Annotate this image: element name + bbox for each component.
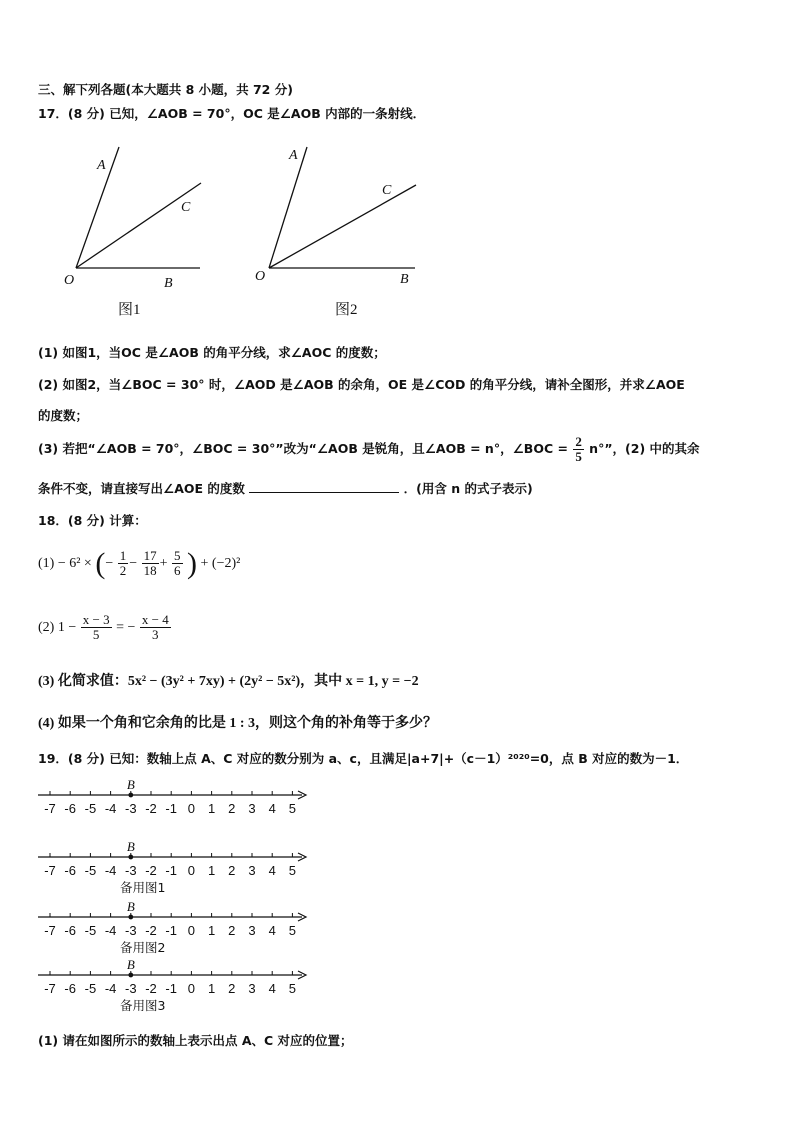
q17-part3-post: n°”，(2) 中的其余 (589, 441, 700, 456)
number-line-tick-label: -3 (125, 863, 137, 878)
q18-expr3: (3) 化简求值：5x² − (3y² + 7xy) + (2y² − 5x²)，其中 x = 1, y = −2 (38, 674, 419, 689)
number-line-tick-label: 3 (248, 981, 256, 996)
number-line-tick-label: 3 (248, 801, 256, 816)
q18-expr4: (4) 如果一个角和它余角的比是 1 : 3，则这个角的补角等于多少？ (38, 716, 437, 731)
q17-part3-pre: (3) 若把“∠AOB = 70°，∠BOC = 30°”改为“∠AOB 是锐角，且∠AOB = n°，∠BOC = (38, 441, 568, 456)
frac-den: 3 (152, 627, 159, 643)
frac-den: 5 (92, 627, 100, 643)
number-line-tick-label: 0 (187, 923, 196, 938)
number-line-tick-label: -3 (125, 801, 137, 816)
fig2-label-C: C (382, 183, 392, 198)
frac-num: 1 (119, 548, 127, 564)
number-line-tick-label: -5 (84, 923, 97, 938)
q17-part1: (1) 如图1，当OC 是∠AOB 的角平分线，求∠AOC 的度数； (38, 345, 386, 360)
number-line-tick-label: -4 (104, 801, 117, 816)
q17-part3-line2-pre: 条件不变，请直接写出∠AOE 的度数 (38, 481, 245, 496)
section-title: 三、解下列各题(本大题共 8 小题，共 72 分) (38, 82, 293, 97)
point-B-dot (128, 915, 133, 920)
q18-stem: 18．(8 分) 计算： (38, 513, 147, 528)
number-line-tick-label: -7 (44, 801, 56, 816)
number-line-tick-label: -6 (64, 863, 76, 878)
number-line-tick-label: 2 (228, 981, 236, 996)
point-B-dot (128, 855, 133, 860)
q19-part1: (1) 请在如图所示的数轴上表示出点 A、C 对应的位置； (38, 1033, 353, 1048)
frac-den: 6 (174, 563, 181, 579)
number-line-tick-label: 4 (268, 863, 276, 878)
point-B-dot (128, 793, 133, 798)
number-line-tick-label: 4 (268, 923, 276, 938)
number-line-tick-label: -1 (165, 801, 177, 816)
number-line-tick-label: 5 (288, 923, 297, 938)
q17-part3-line2-post: ．(用含 n 的式子表示) (403, 481, 533, 496)
point-B-label: B (126, 899, 135, 914)
number-line-tick-label: 0 (187, 863, 196, 878)
fig2-caption: 图2 (335, 302, 358, 318)
number-line-tick-label: 4 (268, 801, 276, 816)
q17-part2-line2: 的度数； (38, 408, 89, 423)
frac-num: 2 (575, 434, 582, 449)
number-line-tick-label: 2 (228, 801, 236, 816)
number-line-caption: 备用图3 (120, 998, 166, 1013)
number-line-tick-label: -6 (64, 981, 76, 996)
number-line-tick-label: 1 (207, 923, 216, 938)
point-B-label: B (126, 957, 135, 972)
frac-num: 17 (143, 548, 157, 564)
number-line-tick-label: 1 (207, 801, 216, 816)
frac-den: 18 (143, 563, 157, 579)
number-line-tick-label: -3 (125, 981, 137, 996)
expr1-post: + (−2)² (200, 556, 241, 571)
frac-den: 5 (575, 449, 582, 464)
number-line-tick-label: -2 (145, 801, 157, 816)
number-line-tick-label: 2 (228, 923, 236, 938)
expr1-pre: (1) − 6² × (38, 556, 92, 571)
number-line-tick-label: -2 (145, 981, 157, 996)
q19-stem: 19．(8 分) 已知：数轴上点 A、C 对应的数分别为 a、c，且满足|a+7|+（c－1）²⁰²⁰=0，点 B 对应的数为－1． (38, 751, 689, 766)
number-line-tick-label: 1 (207, 981, 216, 996)
fig2-label-O: O (255, 269, 266, 284)
frac-num: 5 (174, 548, 181, 564)
number-line-tick-label: -7 (44, 923, 56, 938)
fig2-label-B: B (400, 272, 409, 287)
number-line-caption: 备用图2 (120, 940, 166, 955)
q17-part2-line1: (2) 如图2，当∠BOC = 30° 时，∠AOD 是∠AOB 的余角，OE 是∠COD 的角平分线，请补全图形，并求∠AOE (38, 377, 685, 392)
point-B-label: B (126, 777, 135, 792)
number-line-tick-label: -1 (165, 981, 177, 996)
number-line-tick-label: 5 (288, 801, 297, 816)
number-line-tick-label: -2 (145, 923, 157, 938)
number-line-tick-label: -5 (84, 863, 97, 878)
number-line-tick-label: 0 (187, 981, 196, 996)
q17-stem-text: 17．(8 分) 已知，∠AOB = 70°，OC 是∠AOB 内部的一条射线． (38, 106, 426, 121)
number-line-tick-label: -1 (165, 863, 177, 878)
number-line-tick-label: 5 (288, 863, 297, 878)
number-line-tick-label: -7 (44, 863, 56, 878)
q18-expr1: (1) − 6² × (− $\frac{1}{2}$ − $\frac{17}{18}$ + $\frac{5}{6}$ ) + (−2)² (38, 546, 241, 580)
fig1-caption: 图1 (118, 302, 141, 318)
number-line-tick-label: 3 (248, 863, 256, 878)
frac-num: x − 3 (82, 612, 110, 628)
number-line-tick-label: 2 (228, 863, 236, 878)
number-line-tick-label: 1 (207, 863, 216, 878)
number-line-tick-label: -4 (104, 981, 117, 996)
point-B-dot (128, 973, 133, 978)
number-line-tick-label: -4 (104, 863, 117, 878)
number-line-tick-label: -2 (145, 863, 157, 878)
fig1-label-C: C (181, 200, 191, 215)
paren-open: ( (95, 546, 106, 580)
frac-den: 2 (119, 563, 127, 579)
fig1-label-O: O (64, 273, 75, 288)
number-line-tick-label: 5 (288, 981, 297, 996)
expr2-mid: = − (116, 620, 136, 635)
fig2-label-A: A (289, 148, 298, 163)
paren-close: ) (187, 546, 198, 580)
number-line-tick-label: -1 (165, 923, 177, 938)
frac-num: x − 4 (141, 612, 169, 628)
number-line-tick-label: -6 (64, 923, 76, 938)
number-line-tick-label: -6 (64, 801, 76, 816)
point-B-label: B (126, 839, 135, 854)
number-line-tick-label: -3 (125, 923, 137, 938)
number-line-tick-label: 4 (268, 981, 276, 996)
number-line-tick-label: -7 (44, 981, 56, 996)
expr2-pre: (2) 1 − (38, 620, 77, 635)
number-line-tick-label: -5 (84, 981, 97, 996)
number-line-tick-label: -5 (84, 801, 97, 816)
fig1-label-A: A (97, 158, 106, 173)
number-line-tick-label: -4 (104, 923, 117, 938)
number-line-caption: 备用图1 (120, 880, 166, 895)
number-line-tick-label: 0 (187, 801, 196, 816)
number-line-tick-label: 3 (248, 923, 256, 938)
fig1-label-B: B (164, 276, 173, 291)
